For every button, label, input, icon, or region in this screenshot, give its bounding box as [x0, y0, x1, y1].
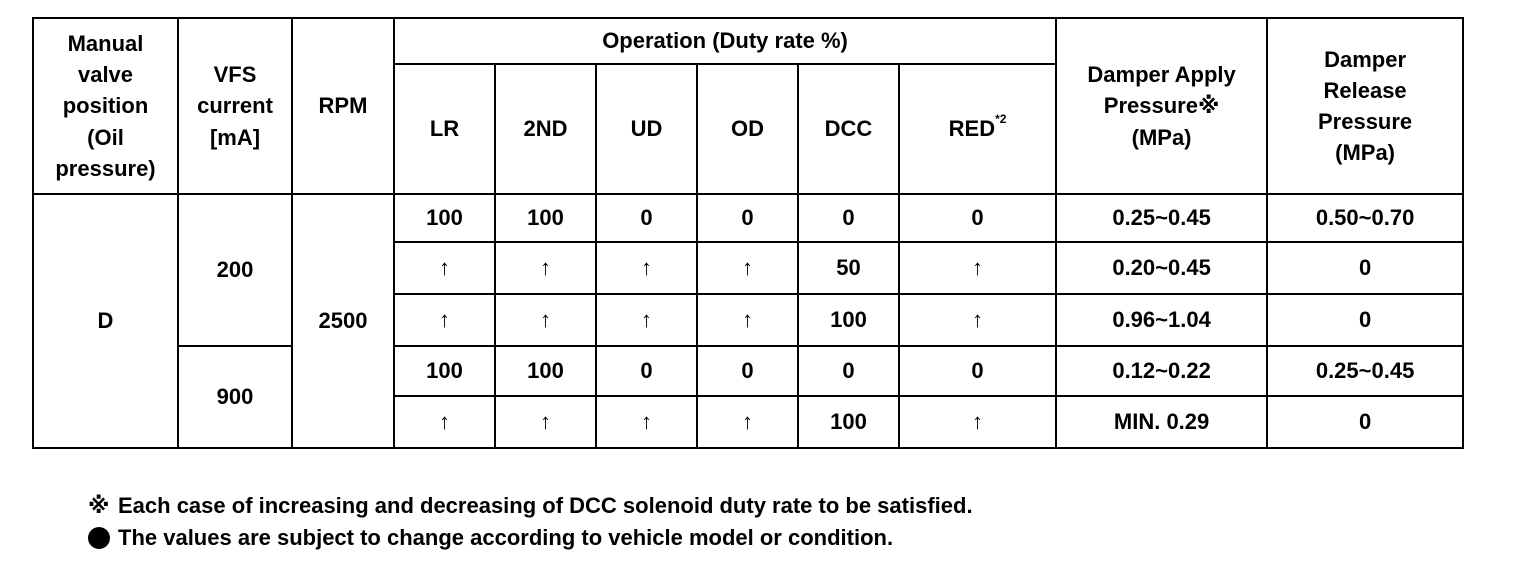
duty-rate-table: [32, 17, 1464, 449]
table-cell: 50: [798, 242, 899, 294]
footnote-text: Each case of increasing and decreasing of DCC solenoid duty rate to be satisfied.: [118, 493, 973, 518]
header-ud: UD: [596, 64, 697, 194]
header-2nd: 2ND: [495, 64, 596, 194]
table-cell: 0: [798, 194, 899, 242]
table-cell: ↑: [394, 294, 495, 346]
table-cell: ↑: [697, 294, 798, 346]
table-cell: ↑: [394, 396, 495, 448]
rpm-value: 2500: [292, 194, 394, 448]
header-vfs-current: VFS current [mA]: [178, 18, 292, 194]
header-rpm: RPM: [292, 18, 394, 194]
vfs-value: 900: [178, 346, 292, 448]
header-damper-release: Damper Release Pressure (MPa): [1267, 18, 1463, 194]
table-cell: ↑: [495, 242, 596, 294]
table-cell: 0: [596, 194, 697, 242]
table-cell: 0: [798, 346, 899, 396]
table-cell: 0: [1267, 396, 1463, 448]
table-cell: 0: [899, 346, 1056, 396]
table-cell: ↑: [495, 294, 596, 346]
table-cell: 0: [899, 194, 1056, 242]
header-red: RED$^{*2}$: [899, 64, 1056, 194]
table-cell: ↑: [596, 242, 697, 294]
table-cell: 0.25~0.45: [1267, 346, 1463, 396]
table-cell: 0.12~0.22: [1056, 346, 1267, 396]
table-cell: 0: [1267, 242, 1463, 294]
header-dcc: DCC: [798, 64, 899, 194]
table-cell: MIN. 0.29: [1056, 396, 1267, 448]
table-row: [33, 346, 1463, 396]
footnotes: [88, 490, 973, 554]
footnote-subject-to-change: [88, 522, 973, 554]
table-cell: ↑: [899, 294, 1056, 346]
table-cell: ↑: [697, 396, 798, 448]
table-cell: ↑: [899, 396, 1056, 448]
vfs-value: 200: [178, 194, 292, 346]
table-row: [33, 194, 1463, 242]
red-footnote-marker: *2: [995, 112, 1007, 127]
table-cell: 100: [394, 346, 495, 396]
table-cell: 0.50~0.70: [1267, 194, 1463, 242]
table-cell: ↑: [899, 242, 1056, 294]
table-cell: 100: [495, 194, 596, 242]
table-cell: 0: [1267, 294, 1463, 346]
header-damper-apply: Damper Apply Pressure※ (MPa): [1056, 18, 1267, 194]
footnote-satisfy: [88, 490, 973, 522]
footnote-text: The values are subject to change according to vehicle model or condition.: [118, 525, 894, 550]
table-cell: ↑: [495, 396, 596, 448]
table-cell: 100: [495, 346, 596, 396]
header-operation: Operation (Duty rate %): [394, 18, 1056, 64]
table-cell: ↑: [596, 294, 697, 346]
table-cell: ↑: [596, 396, 697, 448]
table-cell: 0.25~0.45: [1056, 194, 1267, 242]
header-manual-valve: Manual valve position (Oil pressure): [33, 18, 178, 194]
table-cell: 0.96~1.04: [1056, 294, 1267, 346]
table-cell: 0: [697, 346, 798, 396]
table-cell: 0: [596, 346, 697, 396]
bullet-icon: [88, 527, 110, 549]
manual-valve-value: D: [33, 194, 178, 448]
table-cell: 100: [394, 194, 495, 242]
table-cell: 0: [697, 194, 798, 242]
header-od: OD: [697, 64, 798, 194]
table-cell: ↑: [697, 242, 798, 294]
table-cell: 100: [798, 396, 899, 448]
reference-mark-icon: ※: [88, 493, 110, 518]
header-lr: LR: [394, 64, 495, 194]
table-cell: ↑: [394, 242, 495, 294]
table-cell: 100: [798, 294, 899, 346]
table-cell: 0.20~0.45: [1056, 242, 1267, 294]
